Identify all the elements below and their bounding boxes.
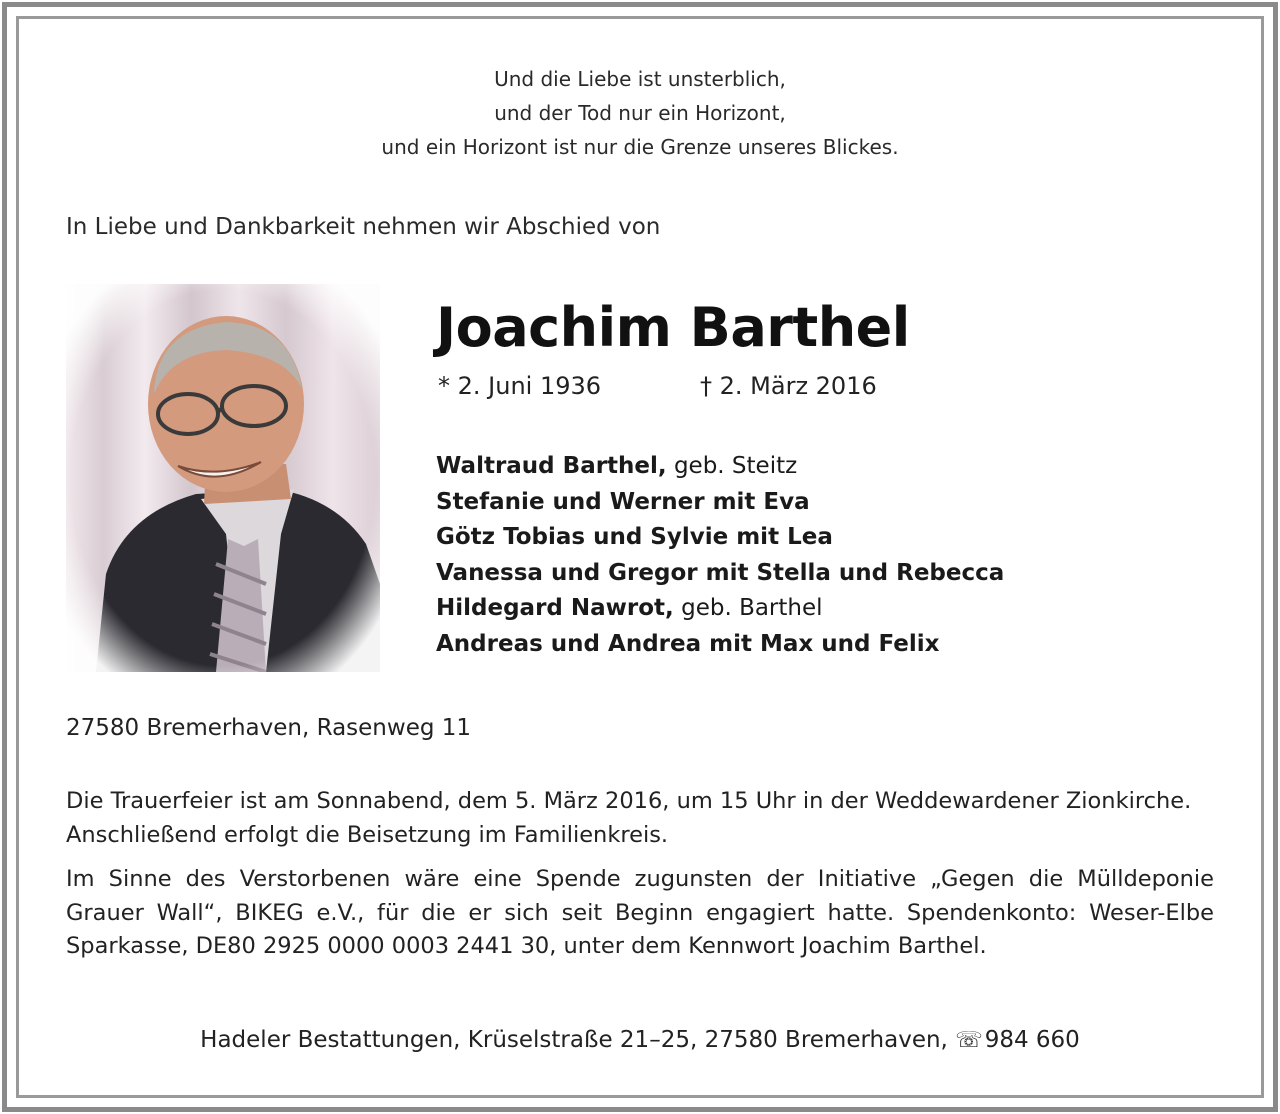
mourner-name: Waltraud Barthel, [436, 453, 667, 479]
deceased-name: Joachim Barthel [436, 296, 910, 359]
mourner-note: geb. Barthel [673, 595, 823, 622]
mourner-name: Andreas und Andrea mit Max und Felix [436, 630, 940, 657]
portrait-photo [66, 284, 380, 672]
telephone-icon: ☏ [955, 1028, 983, 1053]
mourner-name: Vanessa und Gregor mit Stella und Rebecca [436, 559, 1005, 586]
mourner-entry [436, 485, 1004, 521]
motto-line: und ein Horizont ist nur die Grenze unseres Blickes. [381, 135, 899, 159]
motto-verse [0, 62, 1280, 164]
intro-text: In Liebe und Dankbarkeit nehmen wir Abschied von [66, 214, 661, 240]
mourners-list [436, 449, 1004, 663]
motto-line: und der Tod nur ein Horizont, [494, 101, 786, 125]
mourner-entry [436, 627, 1004, 663]
birth-date: * 2. Juni 1936 [438, 372, 602, 400]
mourner-entry [436, 591, 1004, 627]
funeral-home-phone: 984 660 [984, 1027, 1080, 1053]
mourner-note: geb. Steitz [666, 453, 798, 479]
family-address: 27580 Bremerhaven, Rasenweg 11 [66, 715, 472, 741]
mourner-entry [436, 520, 1004, 556]
funeral-info: Die Trauerfeier ist am Sonnabend, dem 5. März 2016, um 15 Uhr in der Weddewardener Zionkirche. Anschließend erfolgt die Beisetzung im Familienkreis. [66, 788, 1192, 848]
funeral-home-footer [0, 1027, 1280, 1053]
mourner-entry [436, 556, 1004, 592]
mourner-name: Stefanie und Werner mit Eva [436, 488, 810, 515]
mourner-name: Hildegard Nawrot, [436, 595, 674, 622]
death-date: † 2. März 2016 [700, 372, 877, 400]
mourner-entry [436, 449, 1004, 485]
motto-line: Und die Liebe ist unsterblich, [494, 67, 786, 91]
funeral-home-details: Hadeler Bestattungen, Krüselstraße 21–25, 27580 Bremerhaven, [200, 1027, 948, 1053]
mourner-name: Götz Tobias und Sylvie mit Lea [436, 524, 833, 551]
donation-info: Im Sinne des Verstorbenen wäre eine Spende zugunsten der Initiative „Gegen die Mülldeponie Grauer Wall“, BIKEG e.V., für die er sich seit Beginn engagiert hatte. Spendenkonto: Weser-Elbe Sparkasse, DE80 2925 0000 0003 2441 30, unter dem Kennwort Joachim Barthel. [66, 866, 1214, 960]
